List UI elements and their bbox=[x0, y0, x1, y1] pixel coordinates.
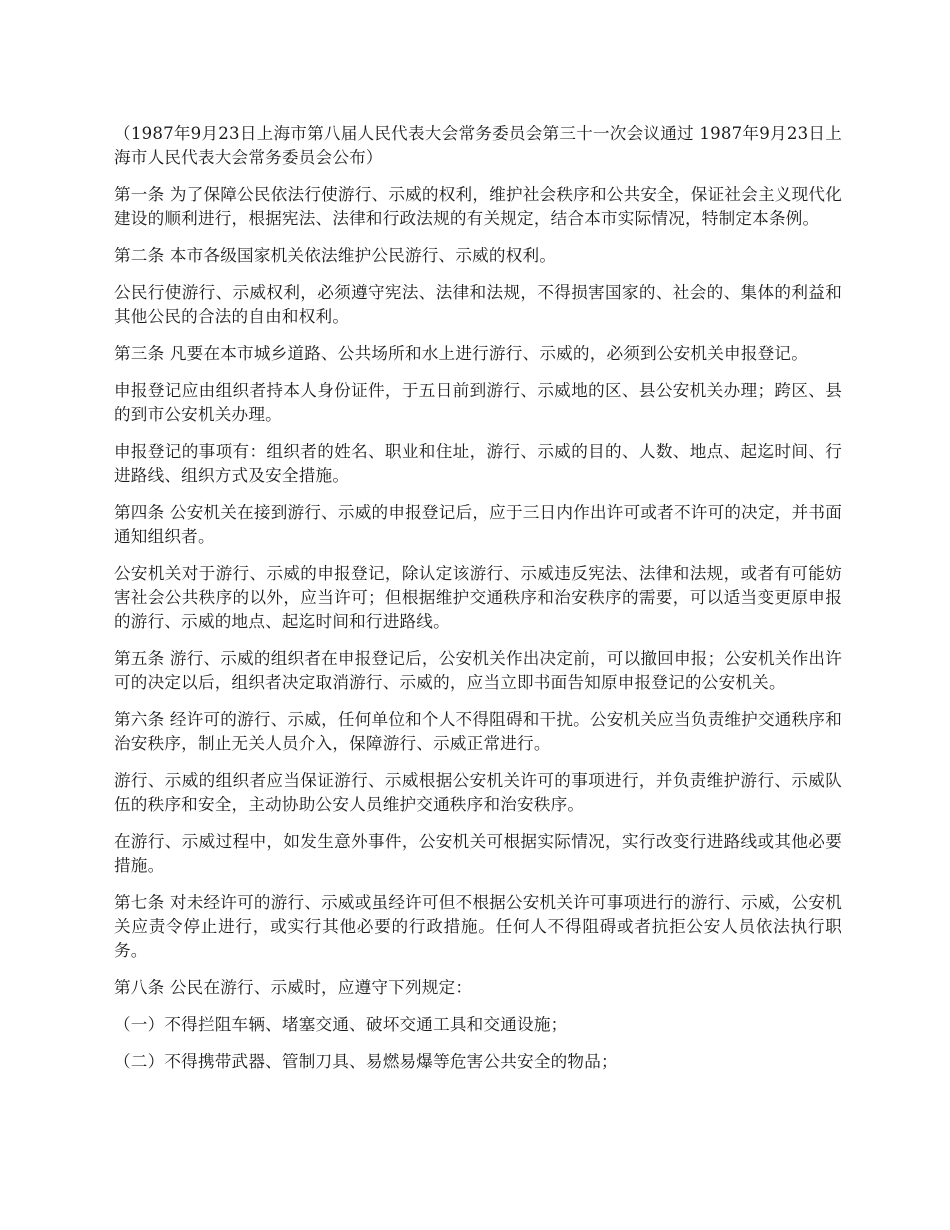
article-8-item-1-paragraph: （一）不得拦阻车辆、堵塞交通、破坏交通工具和交通设施； bbox=[114, 1015, 568, 1034]
article-6-clause-1-paragraph: 游行、示威的组织者应当保证游行、示威根据公安机关许可的事项进行，并负责维护游行、示威队伍的秩序和安全，主动协助公安人员维护交通秩序和治安秩序。 bbox=[114, 771, 842, 814]
article-6-paragraph: 第六条 经许可的游行、示威，任何单位和个人不得阻碍和干扰。公安机关应当负责维护交通秩序和治安秩序，制止无关人员介入，保障游行、示威正常进行。 bbox=[114, 710, 842, 753]
article-5-paragraph: 第五条 游行、示威的组织者在申报登记后，公安机关作出决定前，可以撤回申报；公安机关作出许可的决定以后，组织者决定取消游行、示威的，应当立即书面告知原申报登记的公安机关。 bbox=[114, 649, 842, 692]
article-3-paragraph: 第三条 凡要在本市城乡道路、公共场所和水上进行游行、示威的，必须到公安机关申报登记。 bbox=[114, 344, 809, 363]
article-3-clause-1-paragraph: 申报登记应由组织者持本人身份证件，于五日前到游行、示威地的区、县公安机关办理；跨区、县的到市公安机关办理。 bbox=[114, 381, 842, 424]
article-7-paragraph: 第七条 对未经许可的游行、示威或虽经许可但不根据公安机关许可事项进行的游行、示威，公安机关应责令停止进行，或实行其他必要的行政措施。任何人不得阻碍或者抗拒公安人员依法执行职务。 bbox=[114, 893, 842, 960]
article-6-clause-2-paragraph: 在游行、示威过程中，如发生意外事件，公安机关可根据实际情况，实行改变行进路线或其他必要措施。 bbox=[114, 832, 842, 875]
article-8-paragraph: 第八条 公民在游行、示威时，应遵守下列规定： bbox=[114, 978, 473, 997]
article-4-clause-paragraph: 公安机关对于游行、示威的申报登记，除认定该游行、示威违反宪法、法律和法规，或者有可能妨害社会公共秩序的以外，应当许可；但根据维护交通秩序和治安秩序的需要，可以适当变更原申报的游行、示威的地点、起迄时间和行进路线。 bbox=[114, 564, 842, 631]
article-2-paragraph: 第二条 本市各级国家机关依法维护公民游行、示威的权利。 bbox=[114, 246, 557, 265]
document-body bbox=[114, 122, 842, 1087]
article-3-clause-2-paragraph: 申报登记的事项有：组织者的姓名、职业和住址，游行、示威的目的、人数、地点、起迄时间、行进路线、组织方式及安全措施。 bbox=[114, 442, 842, 485]
article-2-clause-paragraph: 公民行使游行、示威权利，必须遵守宪法、法律和法规，不得损害国家的、社会的、集体的利益和其他公民的合法的自由和权利。 bbox=[114, 283, 842, 326]
article-4-paragraph: 第四条 公安机关在接到游行、示威的申报登记后，应于三日内作出许可或者不许可的决定，并书面通知组织者。 bbox=[114, 503, 842, 546]
article-1-paragraph: 第一条 为了保障公民依法行使游行、示威的权利，维护社会秩序和公共安全，保证社会主义现代化建设的顺利进行，根据宪法、法律和行政法规的有关规定，结合本市实际情况，特制定本条例。 bbox=[114, 185, 842, 228]
article-8-item-2-paragraph: （二）不得携带武器、管制刀具、易燃易爆等危害公共安全的物品； bbox=[114, 1052, 618, 1071]
preamble-paragraph: （1987年9月23日上海市第八届人民代表大会常务委员会第三十一次会议通过 1987年9月23日上海市人民代表大会常务委员会公布） bbox=[114, 124, 842, 167]
